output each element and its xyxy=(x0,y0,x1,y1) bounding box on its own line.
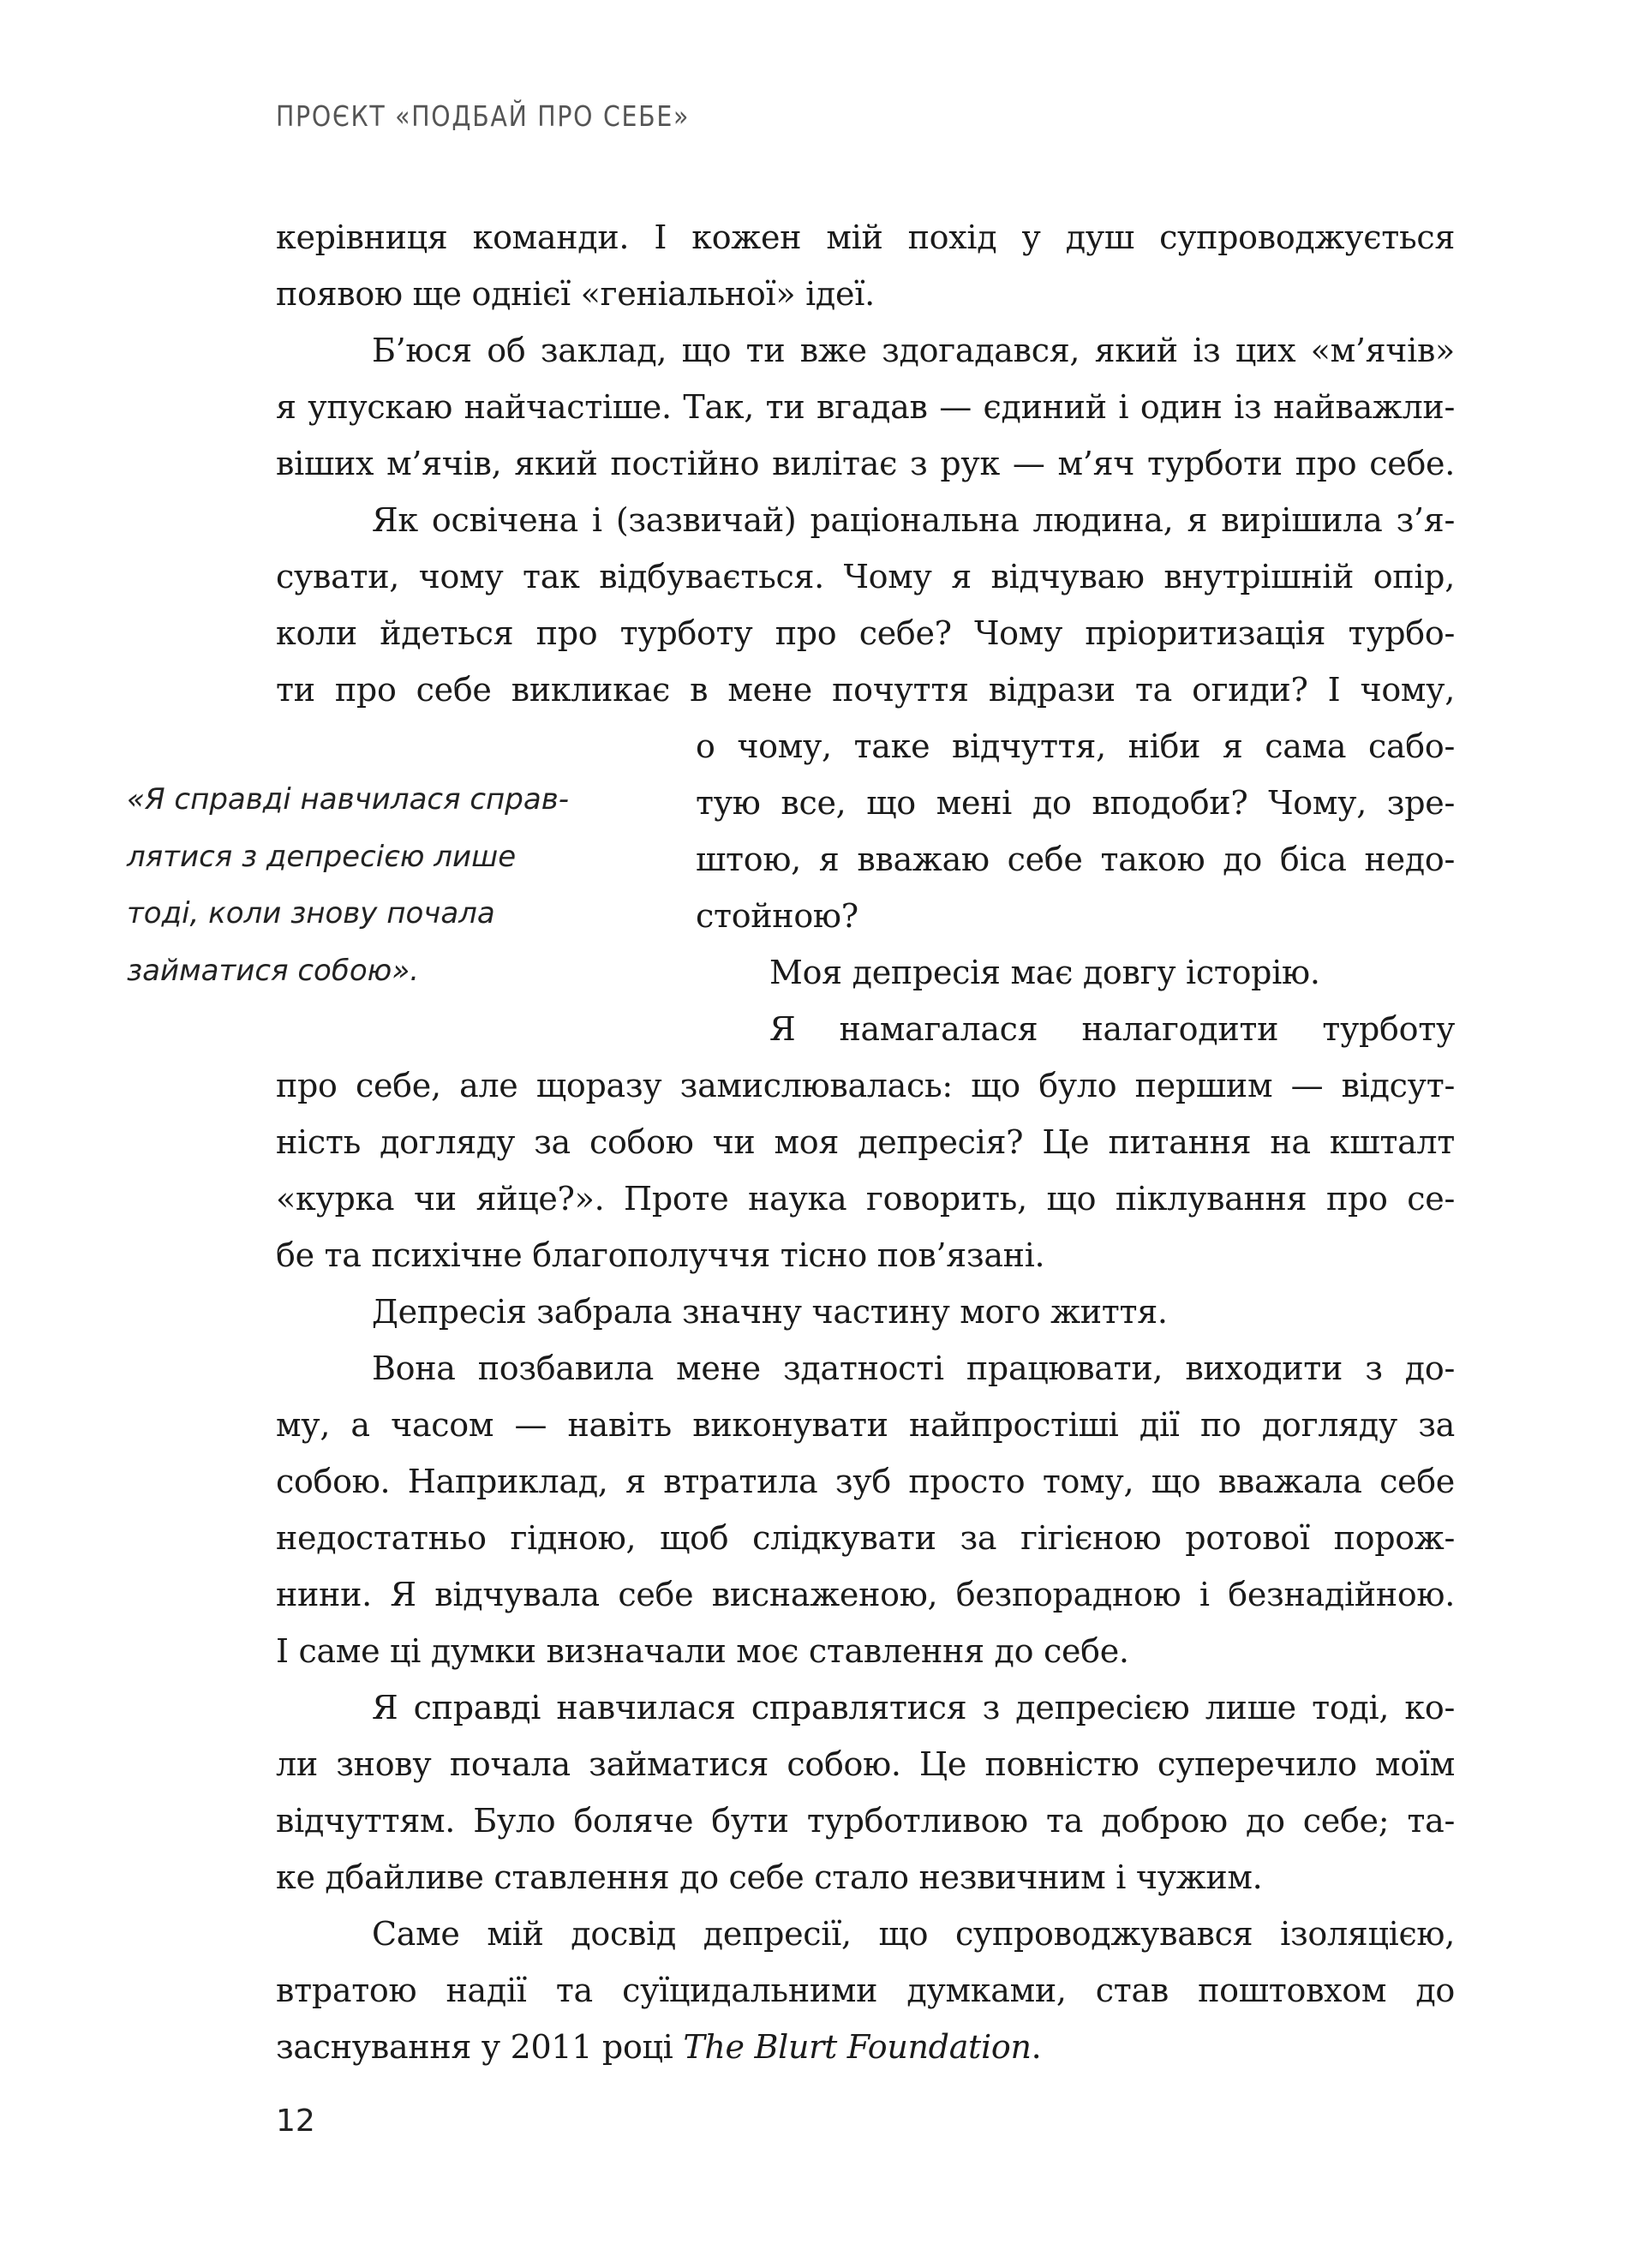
text-line xyxy=(276,2019,1455,2075)
text-line: Я справді навчилася справлятися з депресією лише тоді, ко- xyxy=(372,1689,1455,1726)
text-line: Моя депресія має довгу історію. xyxy=(769,954,1320,991)
text-line: му, а часом — навіть виконувати найпростіші дії по догляду за xyxy=(276,1406,1455,1444)
text-line: сувати, чому так відбувається. Чому я відчуваю внутрішній опір, xyxy=(276,558,1455,595)
text-line: Вона позбавила мене здатності працювати, виходити з до- xyxy=(372,1349,1455,1387)
pull-quote-line: лятися з депресією лише xyxy=(127,839,517,874)
pull-quote-line: займатися собою». xyxy=(127,953,420,988)
text-line: Б’юся об заклад, що ти вже здогадався, який із цих «м’ячів» xyxy=(372,332,1455,369)
text-line: собою. Наприклад, я втратила зуб просто тому, що вважала себе xyxy=(276,1463,1455,1500)
text-line: Саме мій досвід депресії, що супроводжувався ізоляцією, xyxy=(372,1915,1455,1953)
text-line: ке дбайливе ставлення до себе стало незвичним і чужим. xyxy=(276,1858,1263,1896)
text-line: Я намагалася налагодити турботу xyxy=(769,1010,1455,1048)
text-line: Як освічена і (зазвичай) раціональна людина, я вирішила з’я- xyxy=(372,501,1455,539)
pull-quote xyxy=(127,771,624,999)
text-line: І саме ці думки визначали моє ставлення до себе. xyxy=(276,1632,1129,1670)
text-line: віших м’ячів, який постійно вилітає з рук — м’яч турботи про себе. xyxy=(276,445,1455,482)
text-span: . xyxy=(1031,2028,1042,2066)
text-line: відчуттям. Було боляче бути турботливою та доброю до себе; та- xyxy=(276,1802,1455,1840)
text-line: бе та психічне благополуччя тісно пов’язані. xyxy=(276,1236,1045,1274)
pull-quote-line: «Я справді навчилася справ- xyxy=(127,782,570,817)
text-line: керівниця команди. І кожен мій похід у душ супроводжується xyxy=(276,218,1455,256)
text-line: ли знову почала займатися собою. Це повністю суперечило моїм xyxy=(276,1745,1455,1783)
text-line: коли йдеться про турботу про себе? Чому пріоритизація турбо- xyxy=(276,614,1455,652)
text-line: про себе, але щоразу замислювалась: що було першим — відсут- xyxy=(276,1067,1455,1104)
foundation-name: The Blurt Foundation xyxy=(683,2028,1032,2066)
text-line: ність догляду за собою чи моя депресія? Це питання на кшталт xyxy=(276,1123,1455,1161)
text-line: тую все, що мені до вподоби? Чому, зре- xyxy=(696,784,1455,822)
text-line: втратою надії та суїцидальними думками, став поштовхом до xyxy=(276,1972,1455,2009)
text-line: я упускаю найчастіше. Так, ти вгадав — єдиний і один із найважли- xyxy=(276,388,1455,426)
text-line: «курка чи яйце?». Проте наука говорить, що піклування про се- xyxy=(276,1180,1455,1218)
text-line: стойною? xyxy=(696,897,858,935)
pull-quote-line: тоді, коли знову почала xyxy=(127,896,495,931)
text-line: недостатньо гідною, щоб слідкувати за гігієною ротової порож- xyxy=(276,1519,1455,1557)
text-span: заснування у 2011 році xyxy=(276,2028,684,2066)
text-line: Депресія забрала значну частину мого життя. xyxy=(372,1293,1168,1331)
text-line: нини. Я відчувала себе виснаженою, безпорадною і безнадійною. xyxy=(276,1576,1455,1613)
text-line: о чому, таке відчуття, ніби я сама сабо- xyxy=(696,727,1455,765)
running-header: ПРОЄКТ «ПОДБАЙ ПРО СЕБЕ» xyxy=(276,99,691,133)
text-line: ти про себе викликає в мене почуття відрази та огиди? І чому, xyxy=(276,671,1455,709)
text-line: штою, я вважаю себе такою до біса недо- xyxy=(696,841,1455,878)
page-number: 12 xyxy=(276,2103,315,2139)
text-line: появою ще однієї «геніальної» ідеї. xyxy=(276,275,875,313)
